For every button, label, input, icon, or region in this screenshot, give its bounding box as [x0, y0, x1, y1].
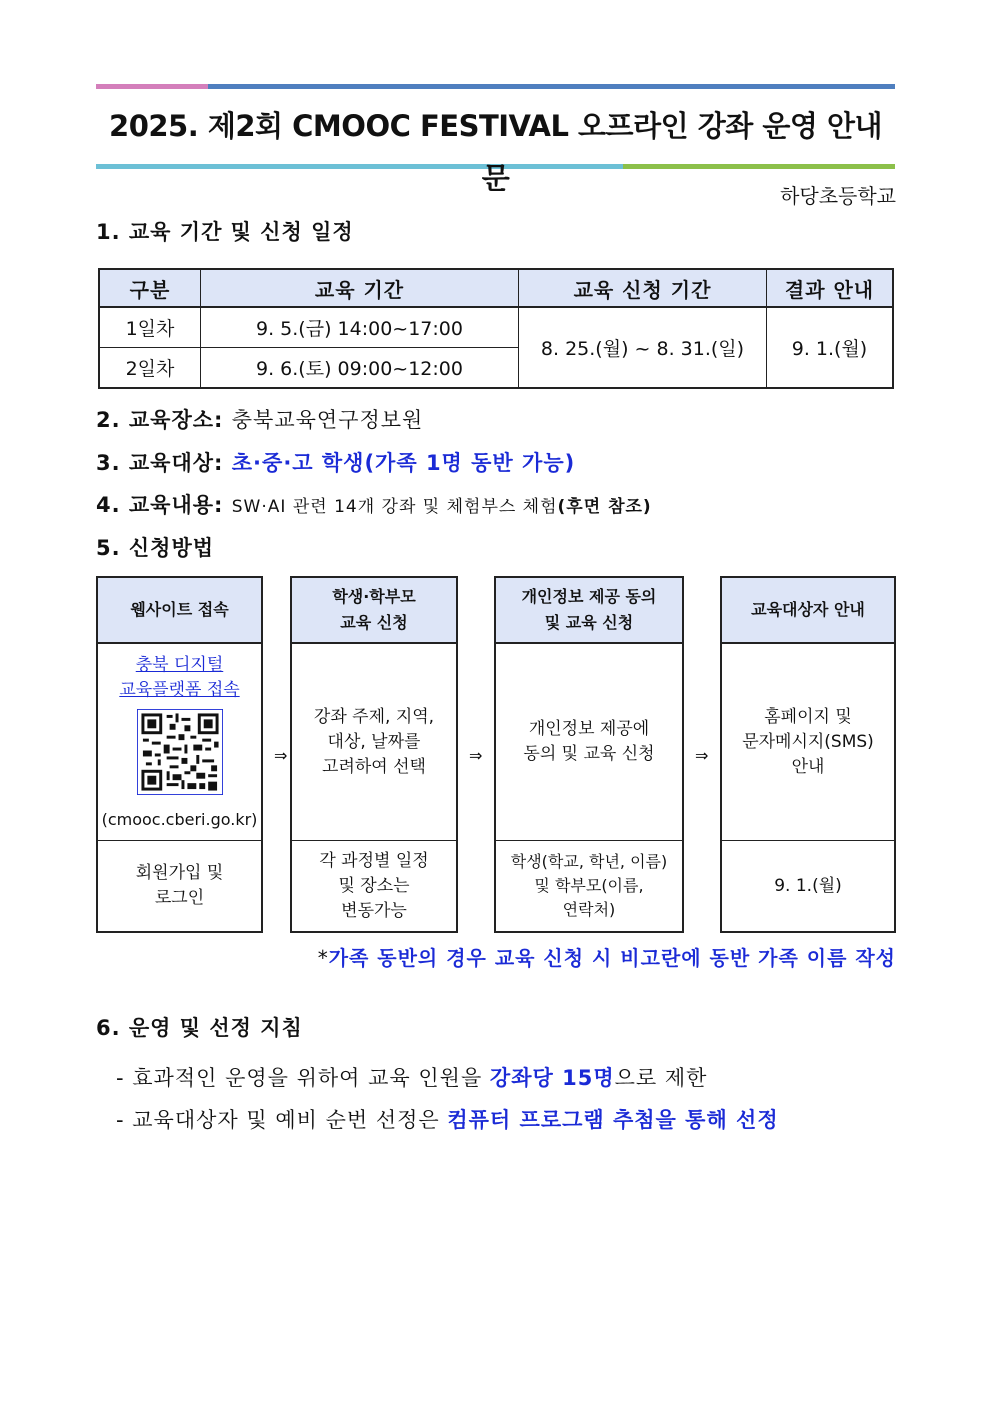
step1-footer: 회원가입 및 로그인 [135, 863, 224, 908]
step4-header: 교육대상자 안내 [722, 578, 894, 644]
arrow-icon: ⇒ [695, 746, 709, 765]
step3-body: 개인정보 제공에 동의 및 교육 신청 [496, 644, 682, 841]
apply-period: 8. 25.(월) ~ 8. 31.(일) [519, 307, 767, 388]
section4-value [232, 497, 652, 517]
section2-label: 2. 교육장소: [96, 408, 224, 432]
step3-header: 개인정보 제공 동의 및 교육 신청 [496, 578, 682, 644]
bullet-1 [116, 1062, 707, 1092]
section4-ref: (후면 참조) [557, 497, 652, 517]
section4-text: SW·AI 관련 14개 강좌 및 체험부스 체험 [231, 497, 558, 517]
bullet-2 [116, 1104, 779, 1134]
step2-header: 학생·학부모 교육 신청 [292, 578, 456, 644]
bullet2-em: 컴퓨터 프로그램 추첨을 통해 선정 [447, 1108, 779, 1132]
section4 [96, 489, 652, 519]
bullet2-pre: - 교육대상자 및 예비 순번 선정은 [116, 1108, 448, 1132]
col-category: 구분 [99, 269, 201, 307]
family-note [318, 942, 896, 971]
bullet1-pre: - 효과적인 운영을 위하여 교육 인원을 [116, 1066, 490, 1090]
section3-label: 3. 교육대상: [96, 451, 224, 475]
section1-heading: 1. 교육 기간 및 신청 일정 [96, 220, 354, 244]
bullet1-post: 으로 제한 [614, 1066, 708, 1090]
step2-footer: 각 과정별 일정 및 장소는 변동가능 [319, 850, 429, 921]
schedule-table [98, 268, 894, 389]
qr-code-icon[interactable] [137, 709, 223, 795]
section2 [96, 404, 423, 434]
step-website [96, 576, 263, 933]
step4-footer: 9. 1.(월) [774, 875, 842, 896]
schedule-header-row [99, 269, 893, 307]
note-star: * [317, 946, 329, 970]
section2-value: 충북교육연구정보원 [231, 408, 424, 432]
bullet1-em: 강좌당 15명 [489, 1066, 615, 1090]
section3 [96, 447, 575, 477]
row1-label: 1일차 [99, 307, 201, 348]
top-bar-blue [208, 84, 895, 89]
page-title: 2025. 제2회 CMOOC FESTIVAL 오프라인 강좌 운영 안내문 [109, 109, 882, 195]
row2-period: 9. 6.(토) 09:00~12:00 [201, 348, 519, 389]
step3-footer: 학생(학교, 학년, 이름) 및 학부모(이름, 연락처) [510, 852, 668, 919]
step1-header: 웹사이트 접속 [98, 578, 261, 644]
section5-heading: 5. 신청방법 [96, 536, 215, 560]
platform-link[interactable]: 충북 디지털 교육플랫폼 접속 [119, 654, 240, 700]
col-period: 교육 기간 [201, 269, 519, 307]
table-row [99, 307, 893, 348]
step1-body [98, 644, 261, 841]
section4-label: 4. 교육내용: [96, 493, 224, 517]
step-notify [720, 576, 896, 933]
school-name: 하당초등학교 [780, 184, 896, 208]
step4-body: 홈페이지 및 문자메시지(SMS) 안내 [722, 644, 894, 841]
step2-body: 강좌 주제, 지역, 대상, 날짜를 고려하여 선택 [292, 644, 456, 841]
arrow-icon: ⇒ [274, 746, 288, 765]
result-date: 9. 1.(월) [767, 307, 894, 388]
step-apply [290, 576, 458, 933]
col-apply-period: 교육 신청 기간 [519, 269, 767, 307]
arrow-icon: ⇒ [469, 746, 483, 765]
row1-period: 9. 5.(금) 14:00~17:00 [201, 307, 519, 348]
col-result: 결과 안내 [767, 269, 894, 307]
platform-url: (cmooc.cberi.go.kr) [101, 809, 258, 829]
section6-heading: 6. 운영 및 선정 지침 [96, 1016, 303, 1040]
step-consent [494, 576, 684, 933]
section3-value: 초·중·고 학생(가족 1명 동반 가능) [231, 451, 576, 475]
note-text: 가족 동반의 경우 교육 신청 시 비고란에 동반 가족 이름 작성 [328, 946, 896, 970]
row2-label: 2일차 [99, 348, 201, 389]
top-bar-pink [96, 84, 208, 89]
